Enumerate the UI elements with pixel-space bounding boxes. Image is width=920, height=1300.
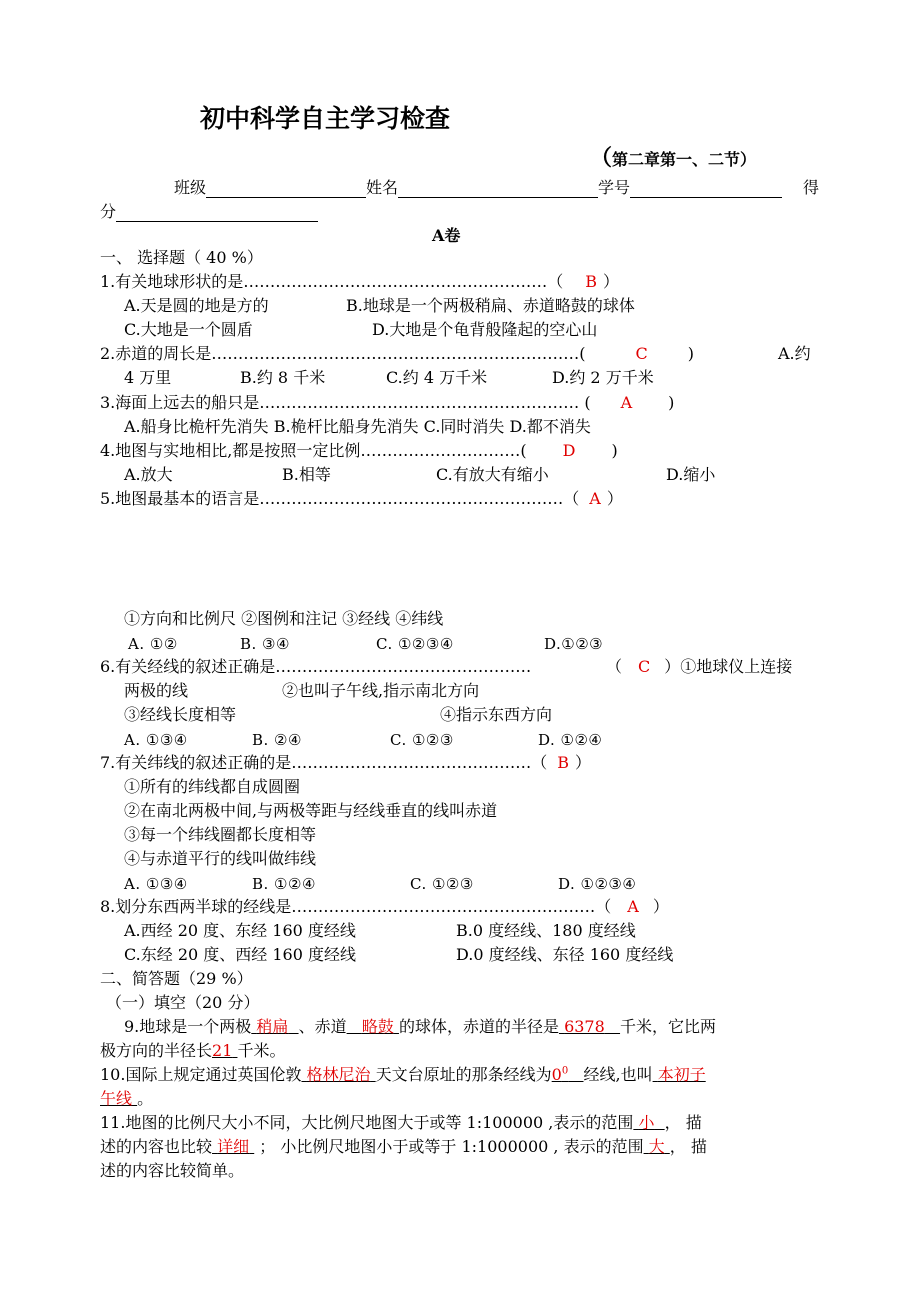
q7-item-3: ③每一个纬线圈都长度相等 — [124, 825, 317, 844]
q7-option-a: A. ①③④ — [124, 875, 188, 893]
q8-stem: 8.划分东西两半球的经线是…………………………………………………（ A ） — [100, 897, 669, 916]
q4-stem: 4.地图与实地相比,都是按照一定比例…………………………( D ) — [100, 441, 618, 460]
q4-option-d: D.缩小 — [666, 465, 716, 484]
q7-option-c: C. ①②③ — [410, 875, 474, 893]
q9-line2: 极方向的半径长21 千米。 — [100, 1041, 286, 1060]
q9-blank-1: 稍扁 — [256, 1017, 289, 1036]
q8-option-c: C.东经 20 度、西经 160 度经线 — [124, 945, 357, 964]
page-title: 初中科学自主学习检查 — [200, 104, 451, 133]
q1-option-a: A.天是圆的地是方的 — [124, 296, 269, 315]
q10-line2: 午线 。 — [100, 1089, 154, 1108]
q4-answer: D — [562, 441, 576, 460]
q7-item-1: ①所有的纬线都自成圆圈 — [124, 777, 301, 796]
q7-item-4: ④与赤道平行的线叫做纬线 — [124, 849, 317, 868]
q6-option-c: C. ①②③ — [390, 731, 454, 749]
q6-line3a: ③经线长度相等 — [124, 705, 237, 724]
score-line: 分 — [100, 202, 318, 222]
q5-option-b: B. ③④ — [240, 635, 290, 653]
q6-answer: C — [638, 657, 651, 676]
q1-option-c: C.大地是一个圆盾 — [124, 320, 253, 339]
q11-line2: 述的内容也比较 详细 ； 小比例尺地图小于或等于 1:1000000 , 表示的范围 大 ， 描 — [100, 1137, 707, 1156]
q2-option-c: C.约 4 万千米 — [386, 368, 488, 387]
q6-answer-line: （ C ）①地球仪上连接 — [606, 657, 793, 676]
q9-blank-3: 6378 — [564, 1017, 605, 1036]
q1-stem: 1.有关地球形状的是…………………………………………………（ B ） — [100, 272, 620, 291]
q11-blank-2: 详细 — [217, 1137, 250, 1156]
q2-stem: 2.赤道的周长是……………………………………………………………( C ) — [100, 344, 695, 363]
q1-option-b: B.地球是一个两极稍扁、赤道略鼓的球体 — [346, 296, 635, 315]
q8-option-b: B.0 度经线、180 度经线 — [456, 921, 636, 940]
q10-blank-2: $0^0$ — [551, 1065, 569, 1084]
q11-blank-1: 小 — [638, 1113, 655, 1132]
q8-option-a: A.西经 20 度、东经 160 度经线 — [124, 921, 356, 940]
q9-line1: 9.地球是一个两极 稍扁 、赤道 略鼓 的球体，赤道的半径是 6378 千米，它比两 — [124, 1017, 717, 1036]
q5-option-c: C. ①②③④ — [376, 635, 454, 653]
q7-option-d: D. ①②③④ — [558, 875, 637, 893]
q3-answer: A — [620, 393, 633, 412]
part2-heading: 二、简答题（29 %） — [100, 969, 253, 988]
q4-option-a: A.放大 — [124, 465, 173, 484]
q1-answer: B — [585, 272, 598, 291]
q7-stem: 7.有关纬线的叙述正确的是………………………………………（ B ） — [100, 753, 592, 772]
q3-options: A.船身比桅杆先消失 B.桅杆比船身先消失 C.同时消失 D.都不消失 — [124, 417, 591, 436]
q3-stem: 3.海面上远去的船只是…………………………………………………… ( A ) — [100, 393, 675, 412]
part1-heading: 一、 选择题（ 40 %） — [100, 248, 263, 267]
student-id-field[interactable] — [630, 181, 782, 198]
q1-option-d: D.大地是个龟背般隆起的空心山 — [372, 320, 598, 339]
class-field[interactable] — [206, 181, 366, 198]
q5-items: ①方向和比例尺 ②图例和注记 ③经线 ④纬线 — [124, 609, 444, 628]
q11-line3: 述的内容比较简单。 — [100, 1161, 245, 1180]
q10-line1: 10.国际上规定通过英国伦敦 格林尼治 天文台原址的那条经线为$0^0$ 经线,也叫 本初子 — [100, 1065, 706, 1084]
q5-option-a: A. ①② — [128, 635, 178, 653]
q10-blank-3b: 午线 — [100, 1089, 133, 1108]
q9-blank-4: 21 — [212, 1041, 233, 1060]
q6-option-a: A. ①③④ — [124, 731, 188, 749]
q5-answer: A — [589, 489, 601, 508]
chapter-subtitle: （第二章第一、二节） — [590, 145, 757, 171]
q6-option-d: D. ①②④ — [538, 731, 603, 749]
q7-item-2: ②在南北两极中间,与两极等距与经线垂直的线叫赤道 — [124, 801, 498, 820]
q2-option-d: D.约 2 万千米 — [552, 368, 654, 387]
q5-stem: 5.地图最基本的语言是…………………………………………………（ A ） — [100, 489, 623, 508]
q9-blank-2: 略鼓 — [361, 1017, 394, 1036]
student-info-line: 班级 姓名 学号 — [174, 178, 782, 198]
q11-blank-3: 大 — [648, 1137, 665, 1156]
section-a-label: A卷 — [432, 226, 461, 245]
q2-option-b: B.约 8 千米 — [240, 368, 326, 387]
part2-subheading: （一）填空（20 分） — [106, 993, 260, 1012]
q6-line3b: ④指示东西方向 — [440, 705, 553, 724]
score-field[interactable] — [116, 205, 318, 222]
q10-blank-1: 格林尼治 — [306, 1065, 371, 1084]
q6-option-b: B. ②④ — [252, 731, 302, 749]
q10-blank-3a: 本初子 — [657, 1065, 706, 1084]
q7-answer: B — [557, 753, 570, 772]
q6-line2a: 两极的线 — [124, 681, 189, 700]
q7-option-b: B. ①②④ — [252, 875, 316, 893]
q2-option-a-cont: 4 万里 — [124, 368, 172, 387]
q11-line1: 11.地图的比例尺大小不同，大比例尺地图大于或等 1:100000 ,表示的范围 小 ， 描 — [100, 1113, 702, 1132]
q5-option-d: D.①②③ — [544, 635, 604, 653]
q4-option-b: B.相等 — [282, 465, 331, 484]
q2-answer: C — [635, 344, 648, 363]
q4-option-c: C.有放大有缩小 — [436, 465, 549, 484]
q2-option-a: A.约 — [778, 344, 811, 363]
score-label-1: 得 — [803, 178, 820, 197]
name-field[interactable] — [398, 181, 598, 198]
q6-line2b: ②也叫子午线,指示南北方向 — [282, 681, 480, 700]
q6-stem: 6.有关经线的叙述正确是………………………………………… — [100, 657, 532, 676]
q8-answer: A — [627, 897, 639, 916]
q8-option-d: D.0 度经线、东径 160 度经线 — [456, 945, 674, 964]
